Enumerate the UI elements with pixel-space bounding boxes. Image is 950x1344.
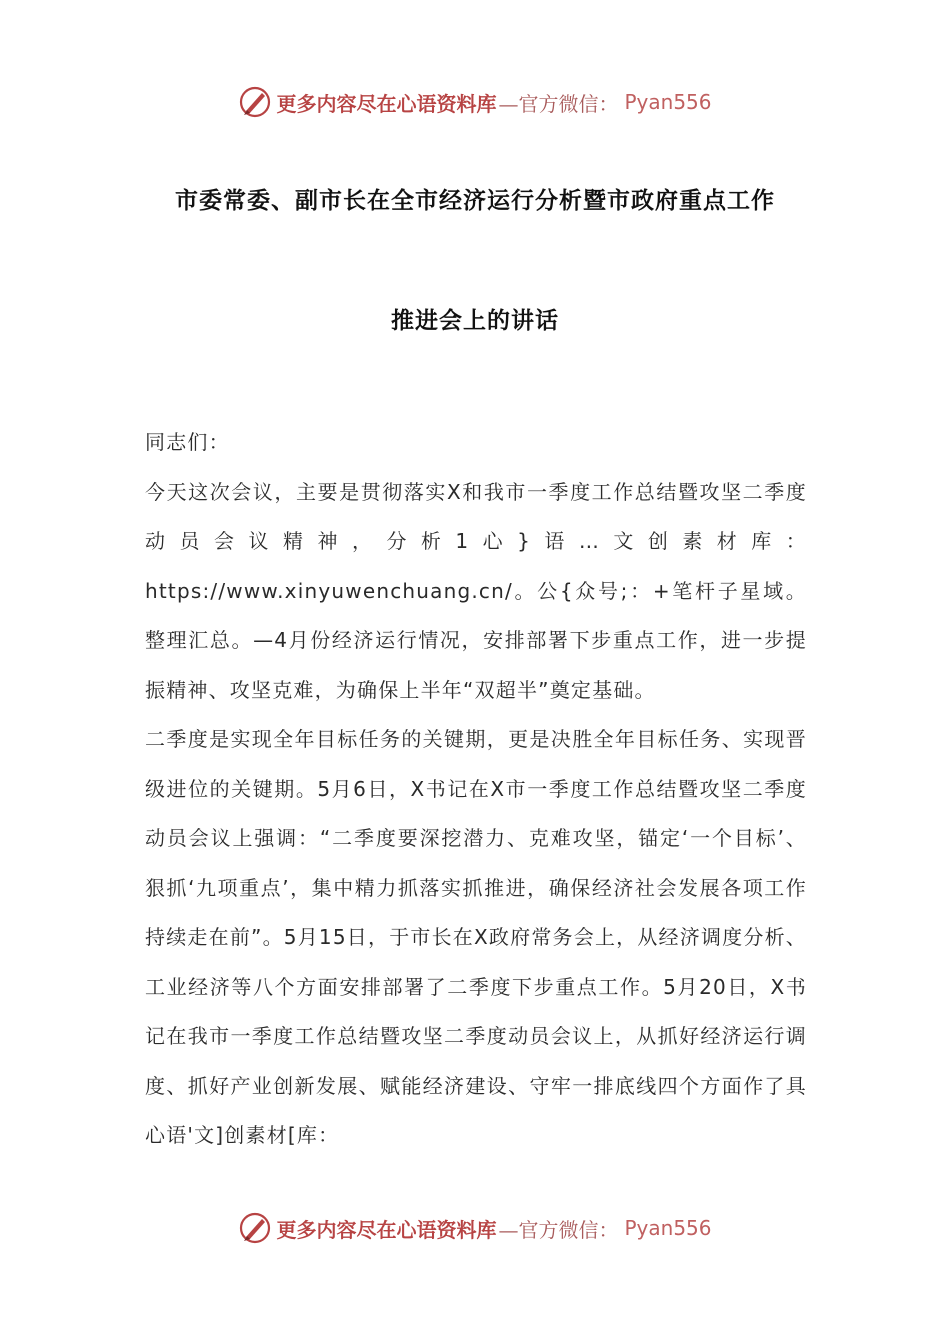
watermark-wechat-id: Pyan556 bbox=[624, 1216, 712, 1240]
salutation: 同志们： bbox=[145, 430, 230, 454]
paragraph-2: 二季度是实现全年目标任务的关键期，更是决胜全年目标任务、实现晋级进位的关键期。5月6日，X书记在X市一季度工作总结暨攻坚二季度动员会议上强调：“二季度要深挖潜力、克难攻坚，锚定‘一个目标’、狠抓‘九项重点’，集中精力抓落实抓推进，确保经济社会发展各项工作持续走在前”。5月15日，于市长在X政府常务会上，从经济调度分析、工业经济等八个方面安排部署了二季度下步重点工作。5月20日，X书记在我市一季度工作总结暨攻坚二季度动员会议上，从抓好经济运行调度、抓好产业创新发展、赋能经济建设、守牢一排底线四个方面作了具心语'文]创素材[库： bbox=[145, 727, 807, 1147]
watermark-banner-top bbox=[0, 82, 950, 122]
document-title-line-1: 市委常委、副市长在全市经济运行分析暨市政府重点工作 bbox=[175, 188, 775, 214]
watermark-main-text: 更多内容尽在心语资料库 bbox=[276, 1217, 497, 1242]
document-title-line-2: 推进会上的讲话 bbox=[391, 308, 559, 334]
watermark-sub-text: —官方微信： bbox=[498, 1217, 619, 1242]
paragraph-1: 今天这次会议，主要是贯彻落实X和我市一季度工作总结暨攻坚二季度动员会议精神，分析1心}语…文创素材库：https://www.xinyuwenchuang.cn/。公{众号;：+笔杆子星域。整理汇总。—4月份经济运行情况，安排部署下步重点工作，进一步提振精神、攻坚克难，为确保上半年“双超半”奠定基础。 bbox=[145, 479, 807, 702]
watermark-sub-text: —官方微信： bbox=[498, 91, 619, 116]
pen-logo-icon bbox=[238, 85, 272, 119]
watermark-main-text: 更多内容尽在心语资料库 bbox=[276, 91, 497, 116]
pen-logo-icon bbox=[238, 1211, 272, 1245]
watermark-wechat-id: Pyan556 bbox=[624, 90, 712, 114]
watermark-banner-bottom bbox=[0, 1208, 950, 1248]
document-body bbox=[145, 418, 807, 1161]
